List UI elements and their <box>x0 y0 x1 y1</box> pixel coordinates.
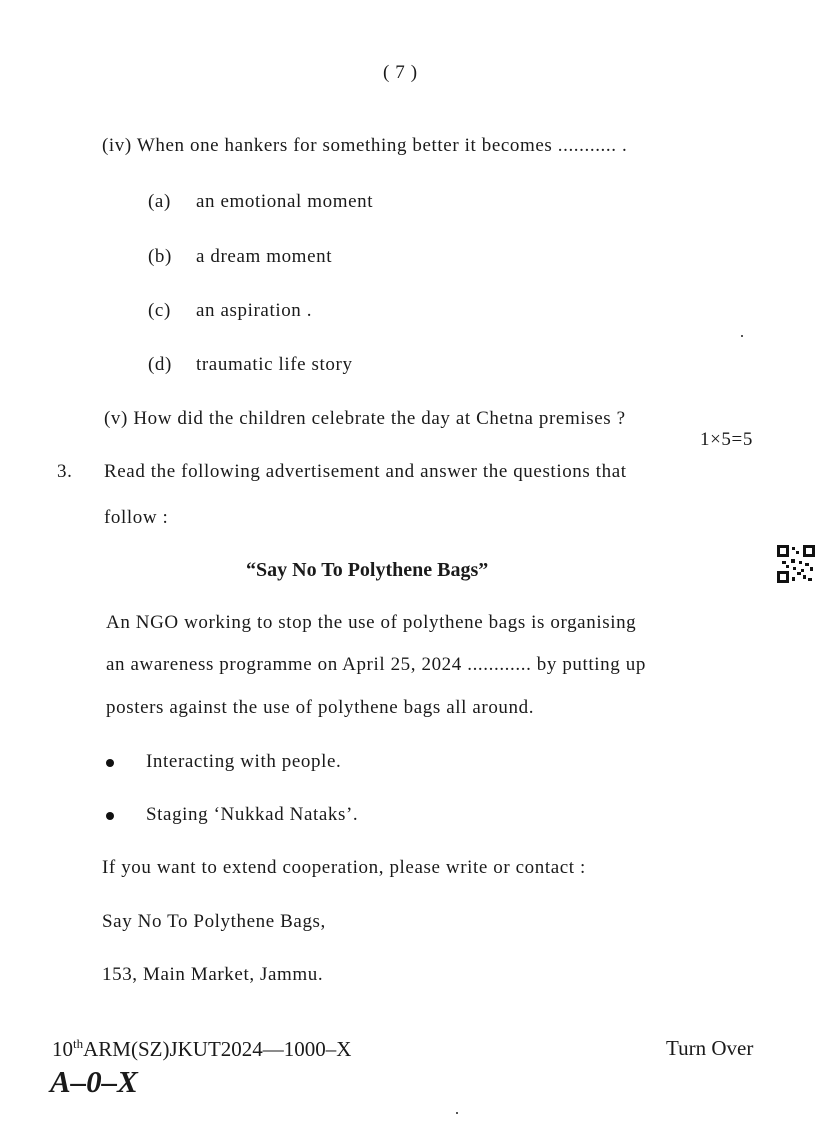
option-text: an aspiration . <box>196 300 313 321</box>
exam-code <box>52 1036 351 1062</box>
qr-code <box>777 545 815 583</box>
bullet-item <box>106 804 358 826</box>
page-number: ( 7 ) <box>383 62 418 83</box>
question-iv-text: When one hankers for something better it becomes ........... . <box>136 135 628 156</box>
question-3-line2: follow : <box>104 507 169 528</box>
advertisement-para-line1: An NGO working to stop the use of polythene bags is organising <box>106 612 637 633</box>
marks: 1×5=5 <box>700 429 753 450</box>
question-v <box>104 408 626 430</box>
option-a <box>148 191 373 213</box>
question-3-line1: Read the following advertisement and answer the questions that <box>104 461 627 482</box>
option-text: a dream moment <box>196 246 333 267</box>
advertisement-para-line2: an awareness programme on April 25, 2024 ............ by putting up <box>106 654 646 675</box>
question-v-number: (v) <box>104 408 128 429</box>
scan-speck <box>741 335 743 337</box>
scan-speck <box>456 1112 458 1114</box>
paper-code: A–0–X <box>50 1064 138 1099</box>
option-label: (b) <box>148 246 172 267</box>
option-text: an emotional moment <box>196 191 374 212</box>
bullet-text: Staging ‘Nukkad Nataks’. <box>146 804 359 825</box>
option-text: traumatic life story <box>196 354 353 375</box>
option-label: (d) <box>148 354 172 375</box>
option-label: (c) <box>148 300 171 321</box>
question-iv <box>102 135 627 157</box>
exam-code-sup: th <box>73 1036 84 1051</box>
qr-code-image <box>777 545 815 583</box>
question-v-text: How did the children celebrate the day at Chetna premises ? <box>133 408 626 429</box>
option-d <box>148 354 353 376</box>
exam-code-rest: ARM(SZ)JKUT2024—1000–X <box>83 1037 352 1061</box>
contact-line: If you want to extend cooperation, please write or contact : <box>102 857 586 878</box>
question-3-number: 3. <box>57 461 73 482</box>
bullet-text: Interacting with people. <box>146 751 342 772</box>
address-line1: Say No To Polythene Bags, <box>102 911 326 932</box>
option-c <box>148 300 312 322</box>
option-b <box>148 246 332 268</box>
advertisement-title: “Say No To Polythene Bags” <box>246 559 489 581</box>
address-line2: 153, Main Market, Jammu. <box>102 964 324 985</box>
bullet-item <box>106 751 341 773</box>
bullet-icon <box>106 812 114 820</box>
bullet-icon <box>106 759 114 767</box>
option-label: (a) <box>148 191 171 212</box>
exam-code-prefix: 10 <box>52 1037 73 1061</box>
advertisement-para-line3: posters against the use of polythene bags all around. <box>106 697 535 718</box>
turn-over: Turn Over <box>666 1036 754 1060</box>
question-iv-number: (iv) <box>102 135 132 156</box>
